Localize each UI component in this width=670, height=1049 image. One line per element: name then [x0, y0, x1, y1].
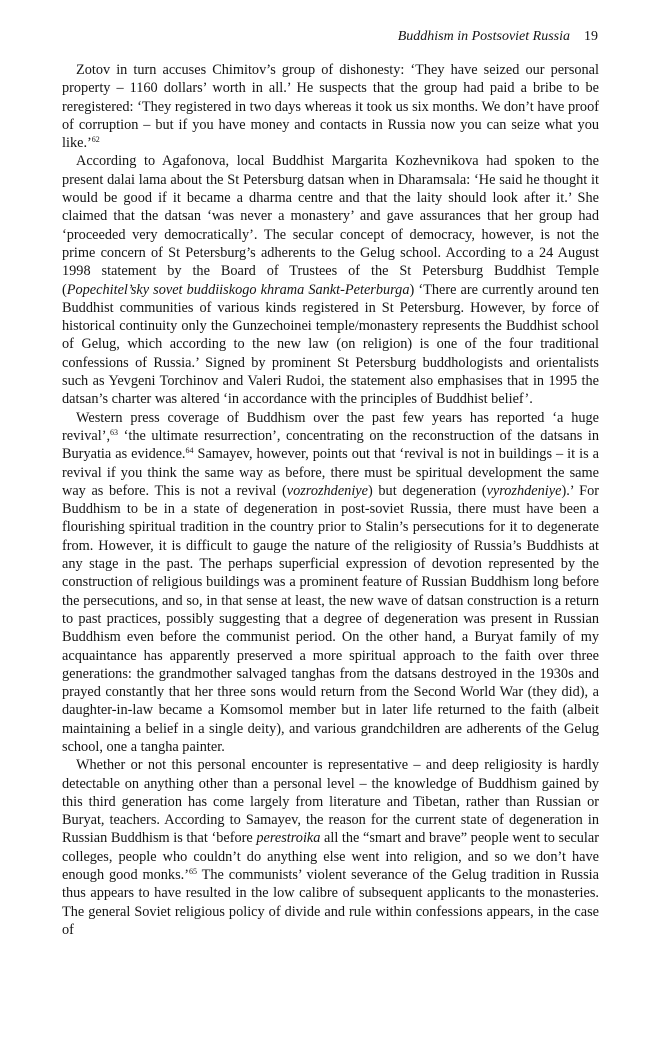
text-run: ) but degeneration ( [368, 482, 487, 499]
text-run: ‘the ultimate resurrection’, concentrating on the reconstruction of the datsans in Buryatia as evidence. [62, 427, 599, 463]
text-run: Western press coverage of Buddhism over the past few years has reported ‘a huge revival’, [62, 409, 599, 444]
paragraph [62, 409, 599, 757]
footnote-ref: 65 [188, 867, 197, 877]
footnote-ref: 63 [110, 427, 119, 437]
paragraph [62, 152, 599, 408]
italic-term: perestroika [256, 830, 321, 847]
italic-term: Popechitel’sky sovet buddiiskogo khrama Sankt-Peterburga [66, 281, 410, 298]
text-run: ) ‘There are currently around ten Buddhist communities of various kinds registered in St Petersburg. However, by force of historical continuity only the Gunzechoinei temple/monastery represents the Buddhist school of Gelug, which according to the new law (on religion) is one of the four traditional confessions of Russia.’ Signed by prominent St Petersburg buddhologists and orientalists such as Yevgeni Torchinov and Valeri Rudoi, the statement also emphasises that in 1995 the datsan’s charter was altered ‘in accordance with the principles of Buddhist belief’. [62, 281, 599, 408]
running-title: Buddhism in Postsoviet Russia [397, 29, 570, 44]
text-run: Zotov in turn accuses Chimitov’s group of dishonesty: ‘They have seized our personal property – 1160 dollars’ worth in all.’ He suspects that the group had paid a bribe to be reregistered: ‘They registered in two days whereas it took us six months. We don’t have proof of corruption – but if you have money and contacts in Russia now you can seize what you like.’ [62, 62, 599, 152]
text-run: Whether or not this personal encounter is representative – and deep religiosity is hardly detectable on anything other than a personal level – the knowledge of Buddhism gained by this third generation has come largely from literature and Tibetan, rather than Russian or Buryat, teachers. According to Samayev, the reason for the current state of degeneration in Russian Buddhism is that ‘before [62, 757, 599, 847]
body-text [62, 61, 599, 939]
running-head [62, 28, 598, 46]
text-run: all the “smart and brave” people went to secular colleges, people who couldn’t do anything else went into religion, and so we don’t have enough good monks.’ [62, 830, 599, 884]
footnote-ref: 62 [91, 135, 100, 145]
page-number: 19 [584, 29, 598, 44]
footnote-ref: 64 [185, 446, 194, 456]
italic-term: vyrozhdeniye [486, 482, 562, 499]
italic-term: vozrozhdeniye [286, 482, 368, 499]
text-run: The communists’ violent severance of the Gelug tradition in Russia thus appears to have resulted in the low calibre of subsequent applicants to the monasteries. The general Soviet religious policy of divide and rule within confessions appears, in the case of [62, 867, 599, 938]
paragraph [62, 61, 599, 152]
text-run: Samayev, however, points out that ‘revival is not in buildings – it is a revival if you think the same way as before, there must be spiritual development the same way as before. This is not a revival ( [62, 446, 599, 499]
text-run: According to Agafonova, local Buddhist Margarita Kozhevnikova had spoken to the present dalai lama about the St Petersburg datsan when in Dharamsala: ‘He said he thought it would be good if it became a dharma centre and that the laity should look after it.’ She claimed that the datsan ‘was never a monastery’ and gave assurances that her group had ‘proceeded very democratically’. The secular concept of democracy, however, is not the prime concern of St Petersburg’s adherents to the Gelug school. According to a 24 August 1998 statement by the Board of Trustees of the St Petersburg Buddhist Temple ( [62, 153, 599, 298]
paragraph [62, 756, 599, 939]
text-run: ).’ For Buddhism to be in a state of degeneration in post-soviet Russia, there must have been a flourishing spiritual tradition in the country prior to Stalin’s persecutions for it to degenerate from. However, it is difficult to gauge the nature of the religiosity of Russia’s Buddhists at any stage in the past. The perhaps superficial expression of devotion represented by the construction of religious buildings was a prominent feature of Russian Buddhism long before the persecutions, and so, in that sense at least, the new wave of datsan construction is a return to past practices, possibly suggesting that a degree of degeneration was present in Russian Buddhism even before the communist period. On the other hand, a Buryat family of my acquaintance has apparently preserved a more spiritual approach to the faith over three generations: the grandmother salvaged tanghas from the datsans destroyed in the 1930s and prayed constantly that her three sons would return from the Second World War (they did), a daughter-in-law became a Komsomol member but in later life returned to the faith (albeit maintaining a belief in a single deity), and various grandchildren are adherents of the Gelug school, one a tangha painter. [62, 482, 600, 755]
